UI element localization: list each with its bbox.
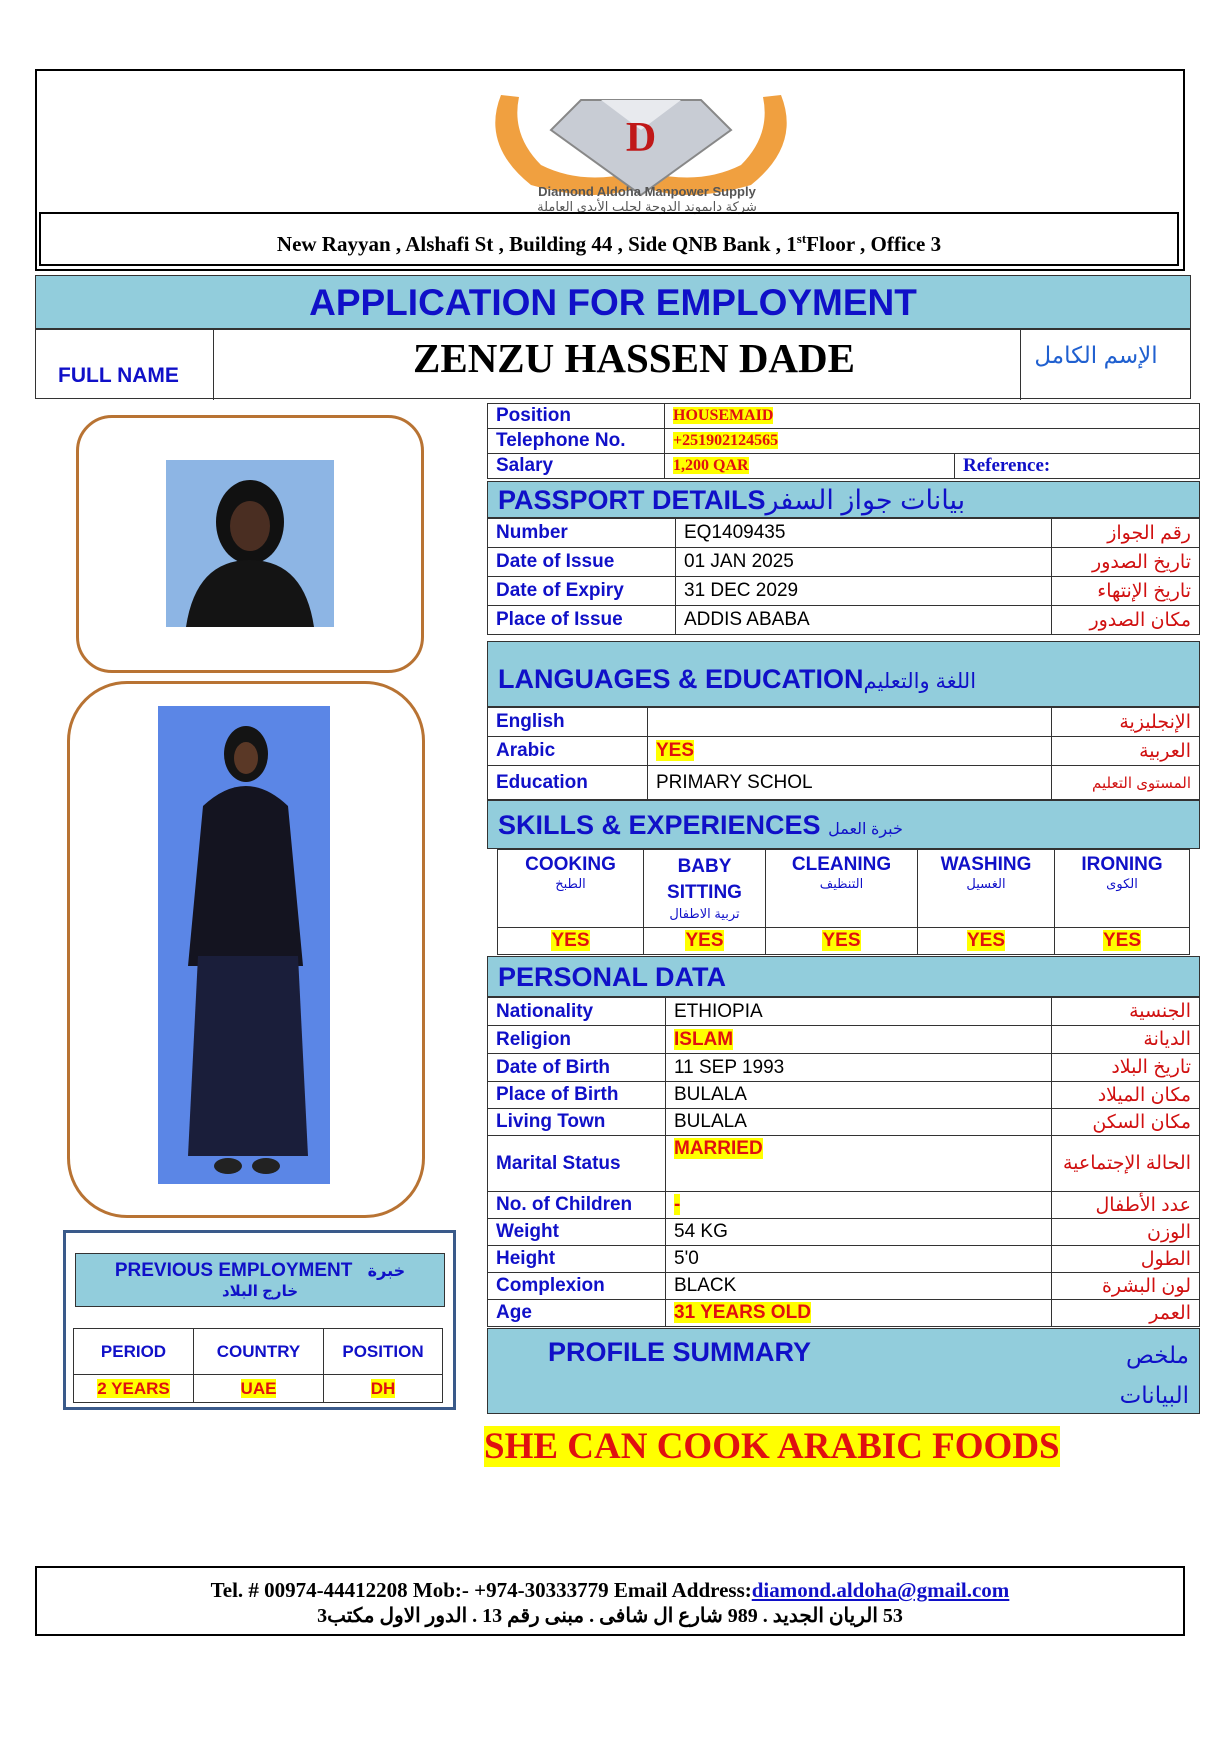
marital-status-ar: الحالة الإجتماعية: [1052, 1136, 1200, 1192]
place-of-issue-ar: مكان الصدور: [1052, 606, 1200, 635]
position-value: HOUSEMAID: [673, 407, 774, 424]
weight-label: Weight: [488, 1219, 666, 1246]
marital-status-label: Marital Status: [488, 1136, 666, 1192]
date-of-issue-ar: تاريخ الصدور: [1052, 548, 1200, 577]
skill-baby-sitting-value: YES: [685, 930, 724, 951]
english-ar: الإنجليزية: [1052, 708, 1200, 737]
portrait-photo: [166, 460, 334, 627]
passport-number-label: Number: [488, 519, 676, 548]
personal-table: [487, 997, 1200, 1327]
place-of-issue-value: ADDIS ABABA: [676, 606, 1052, 635]
complexion-label: Complexion: [488, 1273, 666, 1300]
previous-employment-title-ar1: خبرة: [367, 1263, 406, 1280]
languages-title-ar: اللغة والتعليم: [863, 670, 977, 693]
living-town-ar: مكان السكن: [1052, 1109, 1200, 1136]
salary-value: 1,200 QAR: [673, 457, 749, 474]
skill-cooking: [498, 850, 644, 928]
telephone-label: Telephone No.: [488, 429, 665, 454]
skill-washing-en: WASHING: [940, 854, 1032, 875]
children-ar: عدد الأطفال: [1052, 1192, 1200, 1219]
skill-cleaning-value: YES: [822, 930, 861, 951]
company-name-ar: شركة دايموند الدوحة لجلب الأيدي العاملة: [537, 199, 757, 214]
skill-baby-sitting: [644, 850, 766, 928]
previous-employment-box: [63, 1230, 456, 1410]
personal-section-title: [487, 956, 1200, 997]
footer-address-ar: 53 الريان الجديد . 989 شارع ال شافى . مبنى رقم 13 . الدور الاول مكتب3: [317, 1605, 903, 1627]
weight-ar: الوزن: [1052, 1219, 1200, 1246]
age-ar: العمر: [1052, 1300, 1200, 1327]
logo-letter: D: [625, 115, 657, 161]
period-value: 2 YEARS: [97, 1378, 170, 1398]
languages-section-title: [487, 641, 1200, 707]
skill-baby-sitting-ar: تربية الاطفال: [669, 906, 740, 921]
age-label: Age: [488, 1300, 666, 1327]
position-label: Position: [488, 404, 665, 429]
nationality-label: Nationality: [488, 998, 666, 1026]
skill-cooking-en: COOKING: [525, 854, 616, 875]
age-value: 31 YEARS OLD: [674, 1302, 811, 1323]
children-value: -: [674, 1194, 681, 1215]
skill-washing-ar: الغسيل: [966, 876, 1006, 891]
weight-value: 54 KG: [666, 1219, 1052, 1246]
email-link[interactable]: diamond.aldoha@gmail.com: [751, 1578, 1010, 1602]
address-text: New Rayyan , Alshafi St , Building 44 , Side QNB Bank , 1: [276, 232, 797, 256]
skill-ironing-en: IRONING: [1081, 854, 1163, 875]
skill-cooking-value: YES: [551, 930, 590, 951]
skill-ironing-ar: الكوى: [1106, 876, 1138, 891]
header-period: PERIOD: [74, 1329, 194, 1375]
date-of-birth-value: 11 SEP 1993: [666, 1054, 1052, 1082]
full-name-label-ar: الإسم الكامل: [1034, 342, 1158, 368]
address-sup: st: [796, 231, 807, 246]
skill-cleaning: [766, 850, 918, 928]
profile-summary-title-ar: ملخص البيانات: [1119, 1342, 1189, 1408]
position-value: DH: [370, 1378, 396, 1398]
header-country: COUNTRY: [194, 1329, 324, 1375]
arabic-label: Arabic: [488, 737, 648, 766]
skill-baby-sitting-en: BABY SITTING: [667, 856, 742, 903]
page-title: [35, 275, 1191, 329]
date-of-birth-ar: تاريخ البلاد: [1052, 1054, 1200, 1082]
skills-section-title: [487, 800, 1200, 849]
skill-washing: [918, 850, 1055, 928]
place-of-birth-value: BULALA: [666, 1082, 1052, 1109]
footer-contact-text: Tel. # 00974-44412208 Mob:- +974-30333779 Email Address:: [210, 1578, 752, 1602]
date-of-expiry-ar: تاريخ الإنتهاء: [1052, 577, 1200, 606]
company-name-en: Diamond Aldoha Manpower Supply: [538, 184, 756, 199]
place-of-birth-label: Place of Birth: [488, 1082, 666, 1109]
date-of-issue-value: 01 JAN 2025: [676, 548, 1052, 577]
previous-employment-title-ar2: خارج البلاد: [221, 1283, 299, 1300]
passport-number-value: EQ1409435: [676, 519, 1052, 548]
address-bar: [39, 212, 1179, 266]
languages-title-en: LANGUAGES & EDUCATION: [498, 664, 864, 694]
date-of-expiry-value: 31 DEC 2029: [676, 577, 1052, 606]
place-of-issue-label: Place of Issue: [488, 606, 676, 635]
arabic-value: YES: [656, 740, 695, 761]
languages-table: [487, 707, 1200, 800]
height-ar: الطول: [1052, 1246, 1200, 1273]
country-value: UAE: [240, 1378, 277, 1398]
date-of-expiry-label: Date of Expiry: [488, 577, 676, 606]
previous-employment-table: [73, 1328, 443, 1403]
date-of-issue-label: Date of Issue: [488, 548, 676, 577]
passport-section-title: [487, 481, 1200, 518]
nationality-ar: الجنسية: [1052, 998, 1200, 1026]
telephone-value: +251902124565: [673, 432, 779, 449]
religion-label: Religion: [488, 1026, 666, 1054]
profile-summary-value: SHE CAN COOK ARABIC FOODS: [484, 1426, 1060, 1467]
full-name-label: FULL NAME: [58, 364, 179, 387]
nationality-value: ETHIOPIA: [666, 998, 1052, 1026]
header-position: POSITION: [324, 1329, 443, 1375]
profile-summary-title-en: PROFILE SUMMARY: [548, 1337, 811, 1367]
skill-ironing: [1055, 850, 1190, 928]
religion-value: ISLAM: [674, 1028, 734, 1050]
height-label: Height: [488, 1246, 666, 1273]
skill-ironing-value: YES: [1102, 930, 1142, 951]
address-suffix: Floor , Office 3: [806, 232, 942, 256]
skills-title-ar: خبرة العمل: [828, 821, 903, 838]
arabic-ar: العربية: [1052, 737, 1200, 766]
skills-table: [497, 849, 1190, 955]
passport-title-en: PASSPORT DETAILS: [498, 485, 766, 515]
previous-employment-title-en: PREVIOUS EMPLOYMENT: [114, 1260, 353, 1281]
skills-title-en: SKILLS & EXPERIENCES: [498, 810, 821, 840]
skill-cooking-ar: الطبخ: [555, 876, 586, 891]
profile-summary-text: [484, 1425, 1060, 1468]
english-label: English: [488, 708, 648, 737]
salary-label: Salary: [488, 454, 665, 479]
footer-box: [35, 1566, 1185, 1636]
footer-contact: [37, 1578, 1183, 1603]
living-town-value: BULALA: [666, 1109, 1052, 1136]
children-label: No. of Children: [488, 1192, 666, 1219]
height-value: 5'0: [666, 1246, 1052, 1273]
skill-cleaning-ar: التنظيف: [819, 876, 864, 891]
complexion-value: BLACK: [666, 1273, 1052, 1300]
education-label: Education: [488, 766, 648, 800]
religion-ar: الديانة: [1052, 1026, 1200, 1054]
personal-title-en: PERSONAL DATA: [498, 962, 727, 992]
previous-employment-title: [75, 1253, 445, 1307]
passport-number-ar: رقم الجواز: [1052, 519, 1200, 548]
profile-summary-section: [487, 1328, 1200, 1414]
education-ar: المستوى التعليم: [1052, 766, 1200, 800]
full-name-row: [35, 329, 1191, 399]
reference-label: Reference:: [955, 454, 1200, 479]
place-of-birth-ar: مكان الميلاد: [1052, 1082, 1200, 1109]
education-value: PRIMARY SCHOL: [648, 766, 1052, 800]
page-title-text: APPLICATION FOR EMPLOYMENT: [309, 282, 917, 323]
english-value: [648, 708, 1052, 737]
job-details-table: [487, 403, 1200, 479]
skill-cleaning-en: CLEANING: [791, 854, 892, 875]
passport-title-ar: بيانات جواز السفر: [765, 485, 966, 515]
living-town-label: Living Town: [488, 1109, 666, 1136]
complexion-ar: لون البشرة: [1052, 1273, 1200, 1300]
full-body-photo: [158, 706, 330, 1184]
header-box: [35, 69, 1185, 271]
full-name-value: ZENZU HASSEN DADE: [413, 335, 855, 381]
date-of-birth-label: Date of Birth: [488, 1054, 666, 1082]
marital-status-value: MARRIED: [674, 1138, 763, 1159]
skill-washing-value: YES: [966, 930, 1006, 951]
passport-table: [487, 518, 1200, 635]
